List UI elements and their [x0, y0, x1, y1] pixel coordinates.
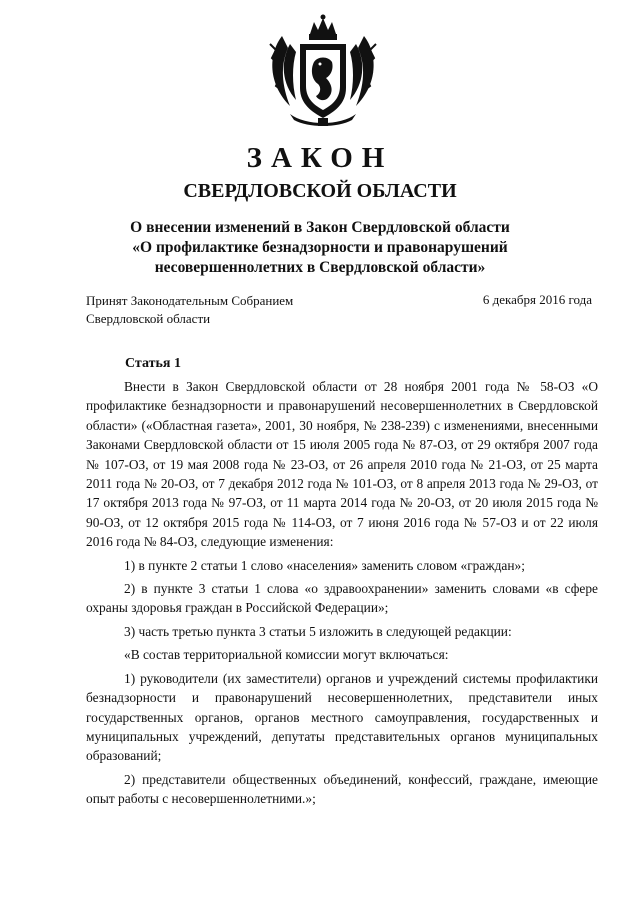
- article-paragraph: 1) в пункте 2 статьи 1 слово «населения» заменить словом «граждан»;: [124, 557, 525, 573]
- article-paragraph: «В состав территориальной комиссии могут включаться:: [124, 647, 449, 663]
- subtitle-line: О внесении изменений в Закон Свердловской области: [130, 219, 510, 236]
- adoption-line: Свердловской области: [86, 311, 211, 326]
- article-paragraph: 2) в пункте 3 статьи 1 слова «о здравоохранении» заменить словами «в сфере охраны здоровья граждан в Российской Федерации»;: [86, 581, 598, 616]
- adoption-date: 6 декабря 2016 года: [482, 292, 592, 307]
- article-paragraph: 3) часть третью пункта 3 статьи 5 изложить в следующей редакции:: [124, 623, 512, 639]
- document-title: ЗАКОН: [246, 142, 394, 174]
- article-paragraph: 1) руководители (их заместители) органов и учреждений системы профилактики безнадзорности и правонарушений несовершеннолетних, представители иных государственных органов, органов местного самоуправления, государственных и муниципальных учреждений, депутаты представительных органов муниципальных образований;: [86, 670, 598, 764]
- adoption-line: Принят Законодательным Собранием: [86, 293, 294, 308]
- subtitle-line: «О профилактике безнадзорности и правонарушений: [132, 239, 508, 256]
- law-subtitle: [0, 218, 640, 278]
- region-title: СВЕРДЛОВСКОЙ ОБЛАСТИ: [183, 180, 457, 202]
- article-paragraph: 2) представители общественных объединений, конфессий, граждане, имеющие опыт работы с несовершеннолетними.»;: [86, 771, 598, 807]
- coat-of-arms-icon: [262, 14, 384, 130]
- subtitle-line: несовершеннолетних в Свердловской области»: [154, 259, 486, 276]
- article-body: [86, 377, 598, 813]
- article-paragraph: Внести в Закон Свердловской области от 28 ноября 2001 года № 58-ОЗ «О профилактике безнадзорности и правонарушений несовершеннолетних в Свердловской области» («Областная газета», 2001, 30 ноября, № 238-239) с изменениями, внесенными Законами Свердловской области от 15 июля 2005 года № 87-ОЗ, от 29 октября 2007 года № 107-ОЗ, от 19 мая 2008 года № 23-ОЗ, от 26 апреля 2010 года № 21-ОЗ, от 25 марта 2011 года № 20-ОЗ, от 7 декабря 2012 года № 101-ОЗ, от 8 апреля 2013 года № 29-ОЗ, от 17 октября 2013 года № 97-ОЗ, от 11 марта 2014 года № 20-ОЗ, от 20 июля 2015 года № 90-ОЗ, от 12 октября 2015 года № 114-ОЗ, от 7 июня 2016 года № 57-ОЗ и от 22 июля 2016 года № 84-ОЗ, следующие изменения:: [86, 379, 598, 550]
- adoption-body: [86, 292, 386, 328]
- article-heading: Статья 1: [125, 356, 181, 371]
